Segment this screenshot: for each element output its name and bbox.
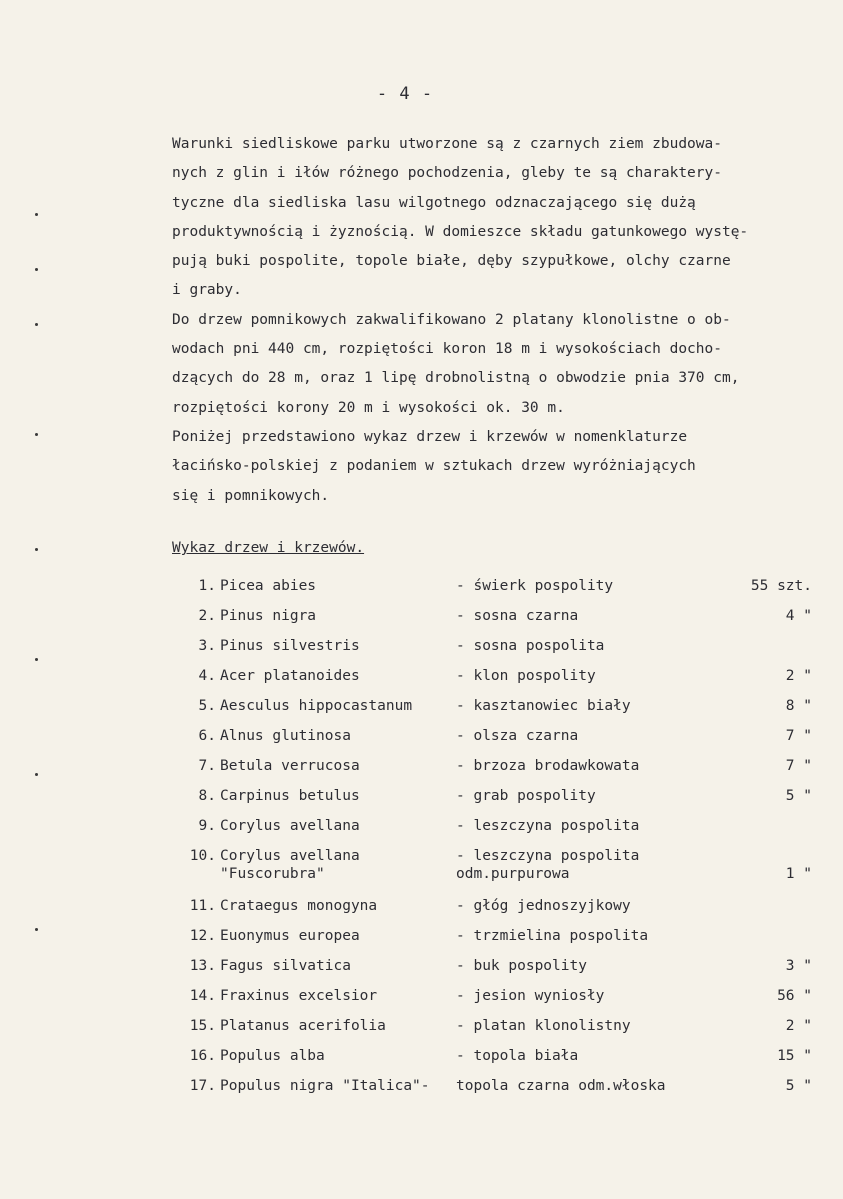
text-line: się i pomnikowych. xyxy=(172,487,330,504)
item-number: 9. xyxy=(198,818,216,834)
list-item xyxy=(180,698,820,728)
item-number: 2. xyxy=(198,608,216,624)
list-item xyxy=(180,1078,820,1108)
item-number: 10. xyxy=(189,848,216,864)
latin-name: Fagus silvatica xyxy=(220,958,351,974)
polish-name: - głóg jednoszyjkowy xyxy=(456,898,631,914)
text-line: dzących do 28 m, oraz 1 lipę drobnolistną o obwodzie pnia 370 cm, xyxy=(172,370,740,387)
punch-hole-mark xyxy=(35,433,38,436)
item-number: 16. xyxy=(189,1048,216,1064)
item-count: 5 " xyxy=(785,1078,812,1094)
list-item xyxy=(180,668,820,698)
list-item xyxy=(180,848,820,898)
list-item xyxy=(180,958,820,988)
polish-name: - grab pospolity xyxy=(456,788,596,804)
polish-name: - kasztanowiec biały xyxy=(456,698,631,714)
polish-name-line: - leszczyna pospolita xyxy=(456,848,640,864)
item-number: 14. xyxy=(189,988,216,1004)
text-line: Do drzew pomnikowych zakwalifikowano 2 platany klonolistne o ob- xyxy=(172,311,731,328)
item-count: 7 " xyxy=(785,728,812,744)
cultivar-name: "Fuscorubra" xyxy=(220,866,325,882)
latin-name: Populus nigra "Italica"- xyxy=(220,1078,430,1094)
list-item xyxy=(180,758,820,788)
latin-name: Populus alba xyxy=(220,1048,325,1064)
punch-hole-mark xyxy=(35,773,38,776)
item-count: 55 szt. xyxy=(750,578,812,594)
polish-name: - topola biała xyxy=(456,1048,579,1064)
item-count: 15 " xyxy=(777,1048,812,1064)
list-item xyxy=(180,608,820,638)
latin-name: Picea abies xyxy=(220,578,317,594)
item-count: 2 " xyxy=(785,668,812,684)
list-item xyxy=(180,898,820,928)
item-number: 11. xyxy=(189,898,216,914)
punch-hole-mark xyxy=(35,213,38,216)
item-count: 2 " xyxy=(785,1018,812,1034)
list-item xyxy=(180,818,820,848)
polish-name: - platan klonolistny xyxy=(456,1018,631,1034)
item-count: 3 " xyxy=(785,958,812,974)
latin-name: Crataegus monogyna xyxy=(220,898,378,914)
latin-name: Corylus avellana xyxy=(220,818,360,834)
page-number: - 4 - xyxy=(376,84,434,104)
polish-name: - jesion wyniosły xyxy=(456,988,605,1004)
polish-name: - sosna pospolita xyxy=(456,638,605,654)
text-line: łacińsko-polskiej z podaniem w sztukach drzew wyróżniających xyxy=(172,458,696,475)
latin-name: Alnus glutinosa xyxy=(220,728,351,744)
text-line: Poniżej przedstawiono wykaz drzew i krzewów w nomenklaturze xyxy=(172,428,688,445)
variety-name: odm.purpurowa xyxy=(456,866,570,882)
latin-name xyxy=(220,848,360,882)
item-number: 1. xyxy=(198,578,216,594)
polish-name: - buk pospolity xyxy=(456,958,587,974)
latin-name: Betula verrucosa xyxy=(220,758,360,774)
polish-name: - brzoza brodawkowata xyxy=(456,758,640,774)
item-number: 15. xyxy=(189,1018,216,1034)
punch-hole-mark xyxy=(35,928,38,931)
item-number: 17. xyxy=(189,1078,216,1094)
item-number: 3. xyxy=(198,638,216,654)
polish-name: - sosna czarna xyxy=(456,608,579,624)
punch-hole-mark xyxy=(35,658,38,661)
item-count: 7 " xyxy=(785,758,812,774)
text-line: rozpiętości korony 20 m i wysokości ok. 30 m. xyxy=(172,399,565,416)
list-item xyxy=(180,728,820,758)
item-number: 7. xyxy=(198,758,216,774)
polish-name: - klon pospolity xyxy=(456,668,596,684)
punch-hole-mark xyxy=(35,323,38,326)
text-line: nych z glin i iłów różnego pochodzenia, gleby te są charaktery- xyxy=(172,165,722,182)
polish-name xyxy=(456,848,639,882)
item-number: 4. xyxy=(198,668,216,684)
tree-list xyxy=(180,578,820,1108)
polish-name: - olsza czarna xyxy=(456,728,579,744)
latin-name: Carpinus betulus xyxy=(220,788,360,804)
item-number: 5. xyxy=(198,698,216,714)
list-item xyxy=(180,1018,820,1048)
punch-hole-mark xyxy=(35,548,38,551)
item-count: 4 " xyxy=(785,608,812,624)
text-line: produktywnością i żyznością. W domieszce składu gatunkowego wystę- xyxy=(172,223,749,240)
item-count: 5 " xyxy=(785,788,812,804)
text-line: tyczne dla siedliska lasu wilgotnego odznaczającego się dużą xyxy=(172,194,696,211)
list-item xyxy=(180,578,820,608)
latin-name: Aesculus hippocastanum xyxy=(220,698,413,714)
list-heading: Wykaz drzew i krzewów. xyxy=(172,540,365,556)
item-number: 6. xyxy=(198,728,216,744)
item-count: 8 " xyxy=(785,698,812,714)
item-number: 12. xyxy=(189,928,216,944)
body-paragraph xyxy=(172,130,832,511)
punch-hole-mark xyxy=(35,268,38,271)
latin-name: Platanus acerifolia xyxy=(220,1018,386,1034)
polish-name: topola czarna odm.włoska xyxy=(456,1078,666,1094)
text-line: pują buki pospolite, topole białe, dęby szypułkowe, olchy czarne xyxy=(172,253,731,270)
list-item xyxy=(180,788,820,818)
list-item xyxy=(180,1048,820,1078)
latin-name: Acer platanoides xyxy=(220,668,360,684)
latin-name: Fraxinus excelsior xyxy=(220,988,378,1004)
polish-name: - trzmielina pospolita xyxy=(456,928,649,944)
text-line: i graby. xyxy=(172,282,242,299)
item-number: 8. xyxy=(198,788,216,804)
latin-name: Pinus nigra xyxy=(220,608,317,624)
polish-name: - leszczyna pospolita xyxy=(456,818,640,834)
item-number: 13. xyxy=(189,958,216,974)
item-count: 1 " xyxy=(785,866,812,882)
text-line: Warunki siedliskowe parku utworzone są z czarnych ziem zbudowa- xyxy=(172,136,722,152)
latin-name: Euonymus europea xyxy=(220,928,360,944)
list-item xyxy=(180,928,820,958)
list-item xyxy=(180,638,820,668)
text-line: wodach pni 440 cm, rozpiętości koron 18 m i wysokościach docho- xyxy=(172,341,722,358)
latin-name: Pinus silvestris xyxy=(220,638,360,654)
list-item xyxy=(180,988,820,1018)
latin-name-line: Corylus avellana xyxy=(220,848,360,864)
polish-name: - świerk pospolity xyxy=(456,578,614,594)
item-count: 56 " xyxy=(777,988,812,1004)
